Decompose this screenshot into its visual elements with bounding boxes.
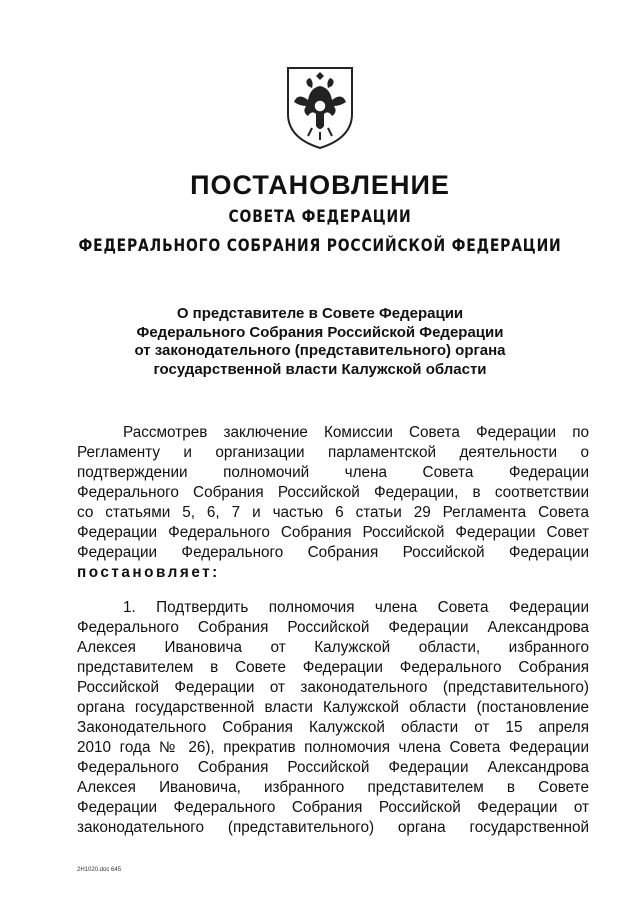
document-title: ПОСТАНОВЛЕНИЕ	[190, 170, 450, 200]
text-line: Федерального Собрания Российской Федерации, в соответствии	[77, 484, 589, 501]
subject-line: государственной власти Калужской области	[153, 360, 487, 378]
text-line: Алексея Ивановича, избранного представителем в Совете	[77, 779, 589, 796]
text-line: Российской Федерации от законодательного (представительного)	[77, 679, 589, 696]
text-line: Федерального Собрания Российской Федерации Александрова	[77, 759, 589, 776]
text-line: 2010 года № 26), прекратив полномочия члена Совета Федерации	[77, 739, 589, 756]
document-code: 2Н1020.doc 645	[77, 867, 122, 873]
text-line: со статьями 5, 6, 7 и частью 6 статьи 29 Регламента Совета	[77, 504, 589, 521]
text-line: Федерации Федерального Собрания Российской Федерации от	[77, 799, 589, 816]
document-subject	[0, 305, 640, 379]
text-line: Федерального Собрания Российской Федерации Александрова	[77, 619, 589, 636]
subject-line: от законодательного (представительного) органа	[134, 342, 506, 359]
text-line: подтверждении полномочий члена Совета Федерации	[77, 464, 589, 481]
text-line: Алексея Ивановича от Калужской области, избранного	[77, 639, 589, 656]
text-line: представителем в Совете Федерации Федерального Собрания	[77, 659, 589, 676]
text-line: органа государственной власти Калужской области (постановление	[77, 699, 589, 716]
text-line: 1. Подтвердить полномочия члена Совета Федерации	[123, 599, 589, 616]
text-line: Рассмотрев заключение Комиссии Совета Федерации по	[123, 424, 589, 441]
double-headed-eagle-icon	[280, 62, 360, 150]
issuer-line-1: СОВЕТА ФЕДЕРАЦИИ	[228, 207, 412, 227]
text-line: Регламенту и организации парламентской деятельности о	[77, 444, 589, 461]
text-line: Федерации Федерального Собрания Российской Федерации	[77, 544, 589, 561]
subject-line: Федерального Собрания Российской Федерации	[136, 323, 504, 341]
paragraph-preamble	[77, 423, 589, 583]
coat-of-arms-emblem	[280, 62, 360, 150]
text-line: Федерации Федерального Собрания Российской Федерации Совет	[77, 524, 589, 541]
subject-line: О представителе в Совете Федерации	[176, 305, 464, 322]
resolves-word: постановляет:	[77, 564, 220, 581]
issuer-line-2: ФЕДЕРАЛЬНОГО СОБРАНИЯ РОССИЙСКОЙ ФЕДЕРАЦИИ	[78, 236, 562, 256]
text-line: законодательного (представительного) органа государственной	[77, 819, 589, 836]
text-line: Законодательного Собрания Калужской области от 15 апреля	[77, 719, 589, 736]
paragraph-item-1	[77, 598, 589, 838]
